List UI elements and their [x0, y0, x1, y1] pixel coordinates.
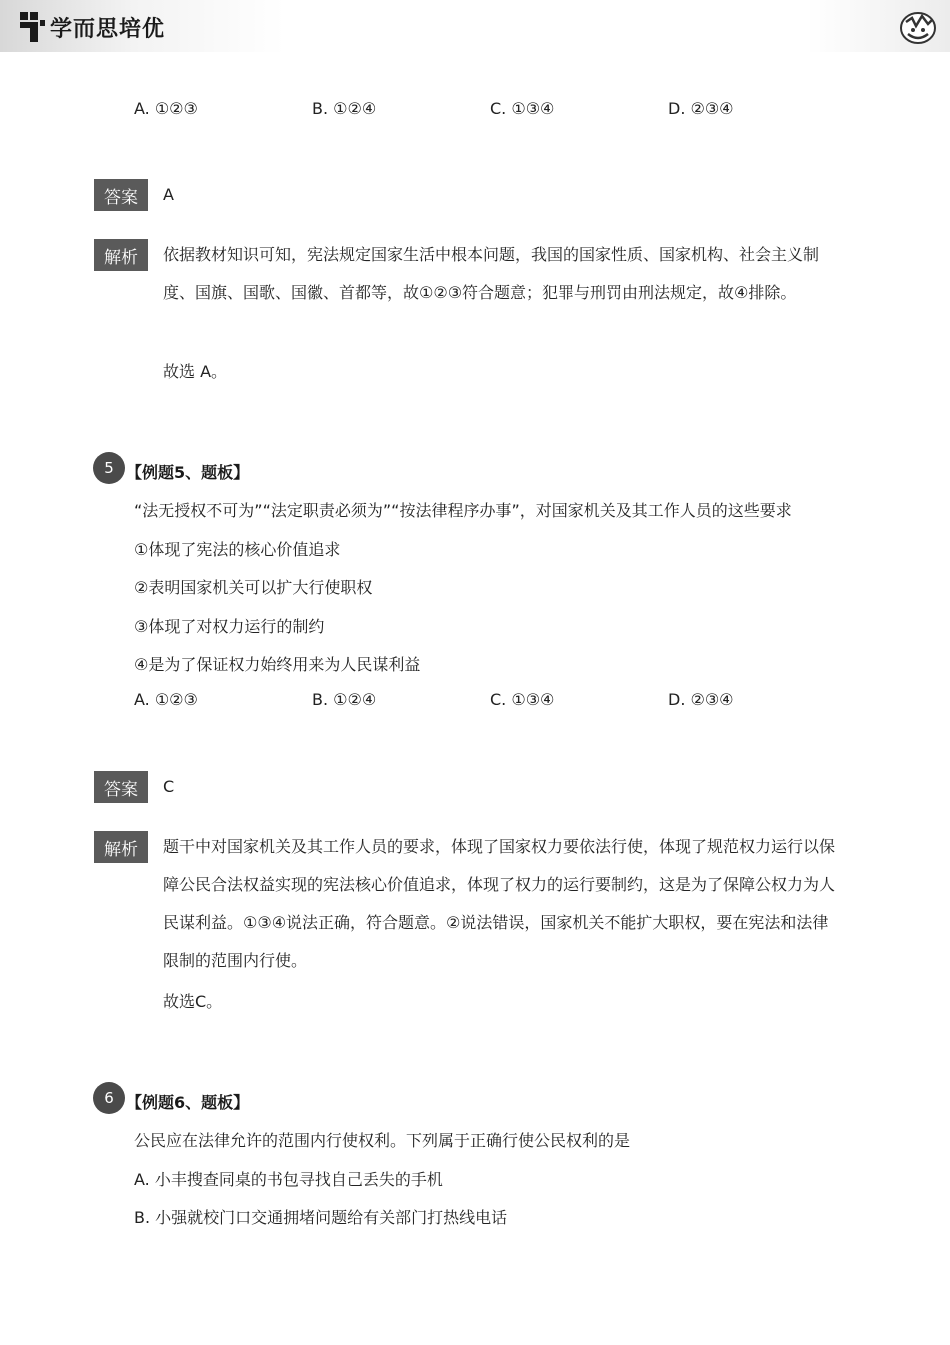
option-c[interactable]: C. ①③④ — [490, 99, 555, 118]
statement-3: ③体现了对权力运行的制约 — [134, 617, 325, 636]
corner-badge-icon — [898, 10, 938, 46]
statement-1: ①体现了宪法的核心价值追求 — [134, 540, 341, 559]
analysis-text: 依据教材知识可知，宪法规定国家生活中根本问题，我国的国家性质、国家机构、社会主义制度、国旗、国歌、国徽、首都等，故①②③符合题意；犯罪与刑罚由刑法规定，故④排除。 — [163, 245, 820, 302]
option-a[interactable]: A. ①②③ — [134, 99, 198, 118]
brand-logo-icon — [18, 10, 46, 44]
question-number-badge: 6 — [93, 1082, 125, 1114]
statement-2: ②表明国家机关可以扩大行使职权 — [134, 578, 373, 597]
analysis-tag: 解析 — [94, 239, 148, 271]
option-d[interactable]: D. ②③④ — [668, 690, 734, 709]
q4-options — [134, 99, 854, 123]
question-title: 【例题6、题板】 — [126, 1093, 250, 1112]
question-stem: 公民应在法律允许的范围内行使权利。下列属于正确行使公民权利的是 — [134, 1131, 631, 1150]
question-title: 【例题5、题板】 — [126, 463, 250, 482]
q5-options — [134, 690, 854, 714]
option-c[interactable]: C. ①③④ — [490, 690, 555, 709]
statement-4: ④是为了保证权力始终用来为人民谋利益 — [134, 655, 421, 674]
question-stem: “法无授权不可为”“法定职责必须为”“按法律程序办事”，对国家机关及其工作人员的这些要求 — [134, 501, 792, 520]
answer-tag: 答案 — [94, 771, 148, 803]
answer-value: A — [163, 185, 174, 204]
brand-name: 学而思培优 — [50, 16, 166, 42]
analysis-conclusion: 故选 A。 — [163, 362, 228, 381]
option-a[interactable]: A. ①②③ — [134, 690, 198, 709]
option-b[interactable]: B. 小强就校门口交通拥堵问题给有关部门打热线电话 — [134, 1208, 508, 1227]
answer-value: C — [163, 777, 175, 796]
option-d[interactable]: D. ②③④ — [668, 99, 734, 118]
analysis-tag: 解析 — [94, 831, 148, 863]
analysis-text: 题干中对国家机关及其工作人员的要求，体现了国家权力要依法行使，体现了规范权力运行以保障公民合法权益实现的宪法核心价值追求，体现了权力的运行要制约，这是为了保障公权力为人民谋利益。①③④说法正确，符合题意。②说法错误，国家机关不能扩大职权，要在宪法和法律限制的范围内行使。 — [163, 837, 836, 970]
option-b[interactable]: B. ①②④ — [312, 690, 377, 709]
option-a[interactable]: A. 小丰搜查同桌的书包寻找自己丢失的手机 — [134, 1170, 443, 1189]
question-number-badge: 5 — [93, 452, 125, 484]
option-b[interactable]: B. ①②④ — [312, 99, 377, 118]
brand-logo — [18, 8, 165, 46]
answer-tag: 答案 — [94, 179, 148, 211]
analysis-conclusion: 故选C。 — [163, 992, 223, 1011]
